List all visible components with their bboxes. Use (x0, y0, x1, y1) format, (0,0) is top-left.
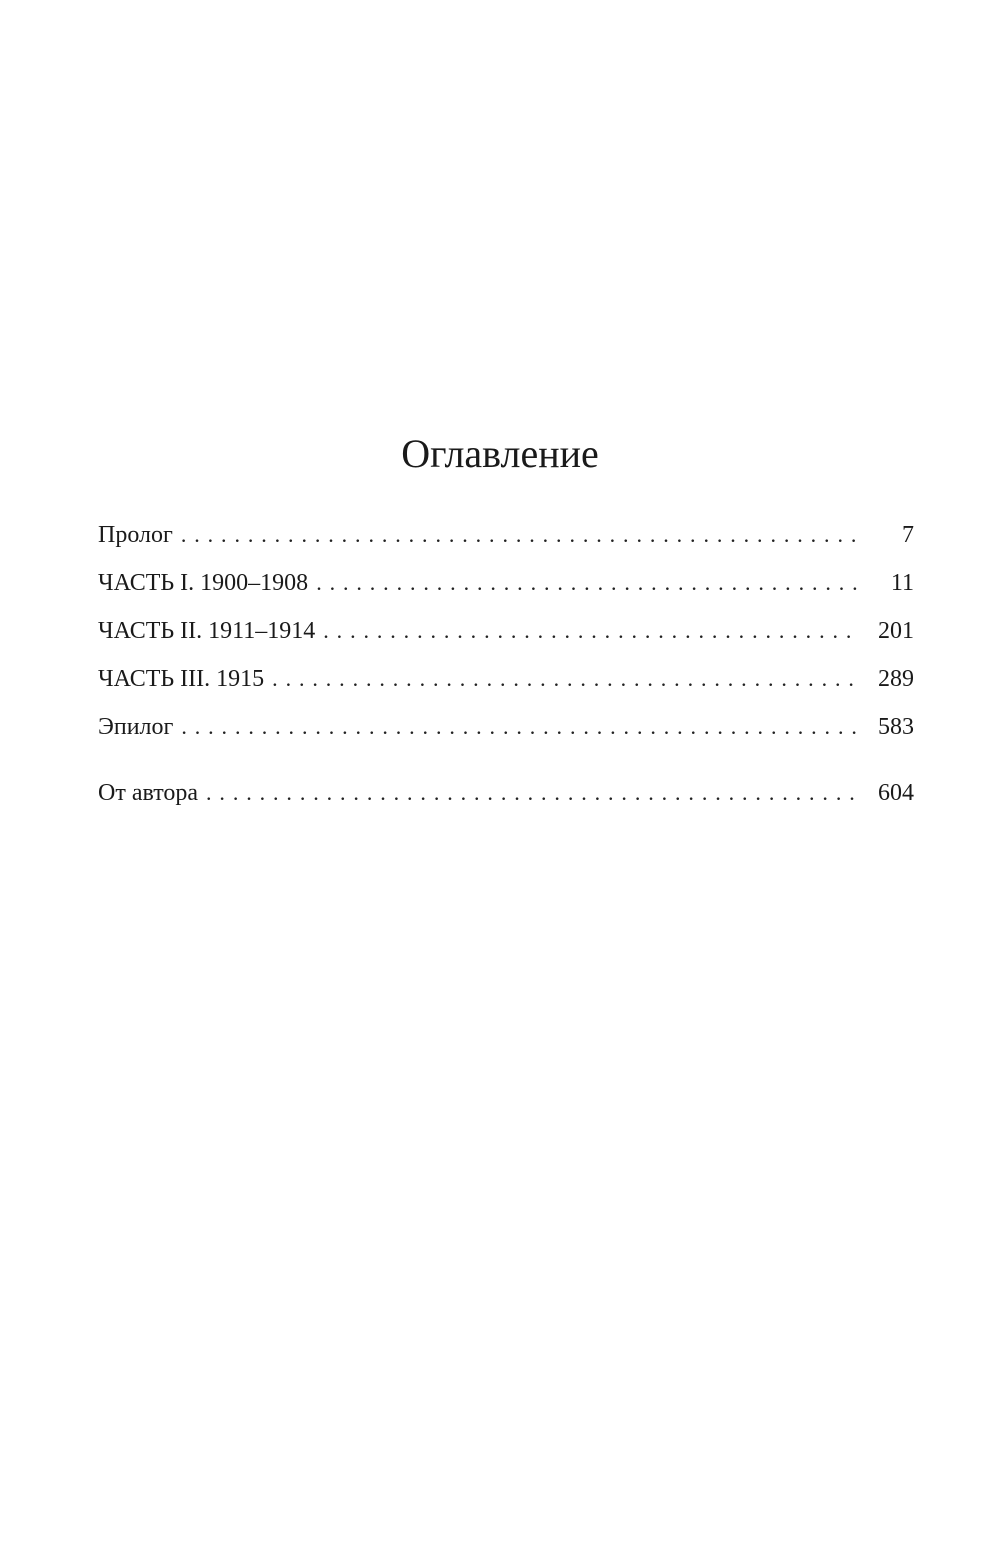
toc-list (98, 520, 914, 826)
toc-entry-label: От автора (98, 780, 199, 806)
toc-entry-page-number: 11 (890, 570, 914, 596)
toc-entry-page-number: 7 (902, 522, 914, 548)
dot-leader (323, 616, 860, 646)
toc-entry-author-note (98, 778, 914, 826)
toc-entry-label: ЧАСТЬ III. 1915 (98, 666, 265, 692)
toc-entry-label: Эпилог (98, 714, 174, 740)
toc-entry-part-2 (98, 616, 914, 664)
toc-entry-label: Пролог (98, 522, 173, 548)
toc-entry-part-1 (98, 568, 914, 616)
toc-entry-epilogue (98, 712, 914, 760)
toc-entry-part-3 (98, 664, 914, 712)
dot-leader (206, 778, 860, 808)
toc-entry-prologue (98, 520, 914, 568)
toc-entry-label: ЧАСТЬ II. 1911–1914 (98, 618, 316, 644)
dot-leader (316, 568, 860, 598)
toc-entry-label: ЧАСТЬ I. 1900–1908 (98, 570, 309, 596)
toc-heading: Оглавление (401, 431, 599, 476)
dot-leader (272, 664, 860, 694)
toc-entry-page-number: 583 (878, 714, 914, 740)
dot-leader (181, 520, 860, 550)
toc-entry-page-number: 289 (878, 666, 914, 692)
toc-entry-page-number: 604 (878, 780, 914, 806)
toc-entry-page-number: 201 (878, 618, 914, 644)
dot-leader (181, 712, 860, 742)
